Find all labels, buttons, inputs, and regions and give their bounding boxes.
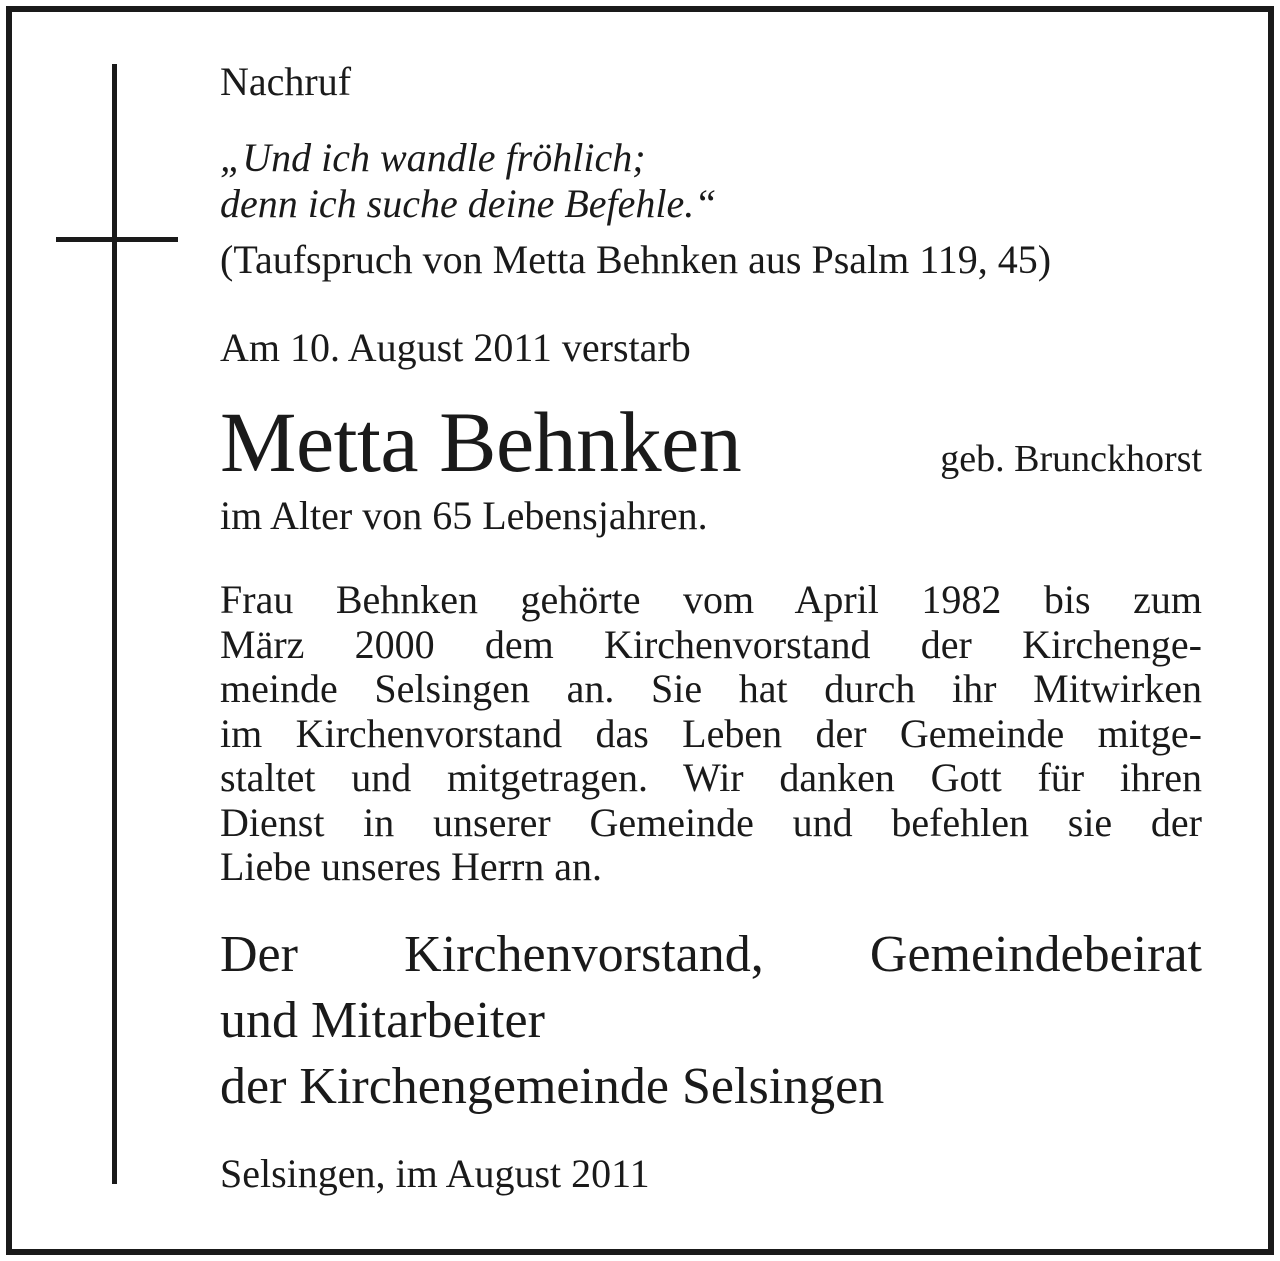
- age-statement: im Alter von 65 Lebensjahren.: [220, 493, 708, 538]
- cross-icon-vertical-bar: [112, 64, 117, 1184]
- signature-block: [220, 922, 1202, 1120]
- cross-icon-horizontal-bar: [56, 237, 178, 242]
- body-line: März 2000 dem Kirchenvorstand der Kirchenge-: [220, 621, 1202, 667]
- deceased-birth-name: geb. Brunckhorst: [940, 438, 1202, 480]
- deceased-name-line: [220, 392, 1202, 492]
- body-line: meinde Selsingen an. Sie hat durch ihr Mitwirken: [220, 666, 1202, 711]
- body-line: Liebe unseres Herrn an.: [220, 844, 603, 889]
- obituary-heading: Nachruf: [220, 59, 352, 104]
- deceased-name: Metta Behnken: [220, 394, 742, 490]
- place-and-date: Selsingen, im August 2011: [220, 1151, 650, 1196]
- quote-line-2: denn ich suche deine Befehle.“: [220, 181, 717, 226]
- quote-source: (Taufspruch von Metta Behnken aus Psalm 119, 45): [220, 237, 1052, 282]
- obituary-body-paragraph: [220, 578, 1202, 890]
- signature-line: der Kirchengemeinde Selsingen: [220, 1058, 885, 1115]
- body-line: Frau Behnken gehörte vom April 1982 bis zum: [220, 577, 1202, 622]
- body-line: staltet und mitgetragen. Wir danken Gott für ihren: [220, 755, 1202, 800]
- body-line: Dienst in unserer Gemeinde und befehlen sie der: [220, 799, 1202, 845]
- signature-line: Der Kirchenvorstand, Gemeindebeirat: [220, 926, 1202, 983]
- quote-line-1: „Und ich wandle fröhlich;: [220, 135, 646, 180]
- death-statement: Am 10. August 2011 verstarb: [220, 325, 691, 370]
- signature-line: und Mitarbeiter: [220, 992, 545, 1049]
- body-line: im Kirchenvorstand das Leben der Gemeinde mitge-: [220, 710, 1202, 756]
